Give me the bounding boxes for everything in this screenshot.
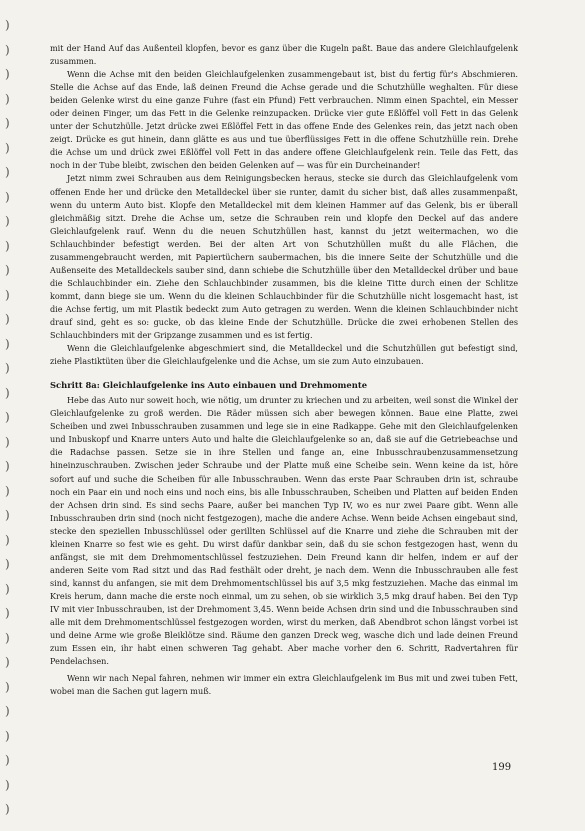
section-heading: Schritt 8a: Gleichlaufgelenke ins Auto einbauen und Drehmomente (50, 380, 368, 391)
binding-mark: ) (5, 777, 10, 792)
binding-mark: ) (5, 434, 10, 449)
binding-mark: ) (5, 287, 10, 302)
binding-mark: ) (5, 581, 10, 596)
binding-mark: ) (5, 679, 10, 694)
binding-mark: ) (5, 385, 10, 400)
binding-mark: ) (5, 189, 10, 204)
binding-mark: ) (5, 91, 10, 106)
binding-mark: ) (5, 312, 10, 326)
paragraph: Wenn die Gleichlaufgelenke abgeschmiert sind, die Metalldeckel und die Schutzhüllen gut befestigt sind, ziehe Plastiktüten über die Gleichlaufgelenke und die Achse, um sie zum Auto einzubauen. (50, 343, 518, 367)
paragraph: Wenn wir nach Nepal fahren, nehmen wir immer ein extra Gleichlaufgelenk im Bus mit und zwei tuben Fett, wobei man die Sachen gut lagern muß. (50, 673, 518, 697)
binding-mark: ) (5, 165, 10, 179)
binding-mark: ) (5, 532, 10, 547)
paragraph: Hebe das Auto nur soweit hoch, wie nötig, um drunter zu kriechen und zu arbeiten, weil sonst die Winkel der Gleichlaufgelenke zu groß werden. Die Räder müssen sich aber bewegen können. Baue eine Platte, zwei Scheiben und zwei Inbusschrauben zusammen und lege sie in eine Radkappe. Gehe mit den Gleichlaufgelenken und Inbuskopf und Knarre unters Auto und halte die Gleichlaufgelenke so an, daß sie auf die Getriebeachse und die Radachse passen. Setze sie in ihre Stellen und fange an, eine Inbusschraubenzusammensetzung hineinzuschrauben. Zwischen jeder Schraube und der Platte muß eine Scheibe sein. Wenn keine da ist, höre sofort auf und suche die Scheiben für alle Inbusschrauben. Wenn das erste Paar Schrauben drin ist, schraube noch ein Paar ein und noch eins und noch eins, bis alle Inbusschrauben, Scheiben und Platten auf beiden Enden der Achsen drin sind. Es sind sechs Paare, außer bei manchen Typ IV, wo es nur zwei Paare gibt. Wenn alle Inbusschrauben drin sind (noch nicht festgezogen), mache die andere Achse. Wenn beide Achsen eingebaut sind, stecke den speziellen Inbusschlüssel oder gerillten Schlüssel auf die Knarre und ziehe die Schrauben mit der kleinen Knarre so fest wie es geht. Du wirst dafür dankbar sein, daß du sie schon festgezogen hast, wenn du anfängst, sie mit dem Drehmomentschlüssel festzuziehen. Dein Freund kann dir helfen, indem er auf der anderen Seite vom Rad sitzt und das Rad festhält oder dreht, je nach dem. Wenn die Inbusschrauben alle fest sind, kannst du anfangen, sie mit dem Drehmomentschlüssel bis auf 3,5 mkg festzuziehen. Mache das einmal im Kreis herum, dann mache die erste noch einmal, um zu sehen, ob sie wirklich 3,5 mkg drauf haben. Bei den Typ IV mit vier Inbusschrauben, ist der Drehmoment 3,45. Wenn beide Achsen drin sind und die Inbusschrauben sind alle mit dem Drehmomentschlüssel festgezogen worden, wirst du merken, daß Abendbrot schon längst vorbei ist und deine Arme wie große Bleiklötze sind. Räume den ganzen Dreck weg, wasche dich und lade deinen Freund zum Essen ein, ihr habt einen schweren Tag gehabt. Aber mache vorher den 6. Schritt, Radvertahren für Pendelachsen. (50, 395, 518, 667)
paragraph: Jetzt nimm zwei Schrauben aus dem Reinigungsbecken heraus, stecke sie durch das Gleichlaufgelenk vom offenen Ende her und drücke den Metalldeckel über sie runter, damit du sicher bist, daß alles zusammenpaßt, wenn du unterm Auto bist. Klopfe den Metalldeckel mit dem kleinen Hammer auf das Gelenk, bis er überall gleichmäßig sitzt. Drehe die Achse um, setze die Schrauben rein und klopfe den Deckel auf das andere Gleichlaufgelenk rauf. Wenn du die neuen Schutzhüllen hast, kannst du jetzt weitermachen, wo die Schlauchbinder befestigt werden. Bei der alten Art von Schutzhüllen mußt du alle Flächen, die zusammengebraucht werden, mit Papiertüchern saubermachen, bis die innere Seite der Schutzhülle und die Außenseite des Metalldeckels sauber sind, dann schiebe die Schutzhülle über den Metalldeckel drüber und baue die Schlauchbinder ein. Ziehe den Schlauchbinder zusammen, bis die kleine Titte durch einen der Schlitze kommt, dann biege sie um. Wenn du die kleinen Schlauchbinder für die Schutzhülle nicht losgemacht hast, ist die Achse fertig, um mit Plastik bedeckt zum Auto getragen zu werden. Wenn die kleinen Schlauchbinder nicht drauf sind, geht es so: gucke, ob das kleine Ende der Schutzhülle. Drücke die zwei erhobenen Stellen des Schlauchbinders mit der Gripzange zusammen und es ist fertig. (50, 173, 518, 341)
paragraph: Wenn die Achse mit den beiden Gleichlaufgelenken zusammengebaut ist, bist du fertig für's Abschmieren. Stelle die Achse auf das Ende, laß deinen Freund die Achse gerade und die Schutzhülle weghalten. Für diese beiden Gelenke wirst du eine ganze Fuhre (fast ein Pfund) Fett verbrauchen. Nimm einen Spachtel, ein Messer oder deinen Finger, um das Fett in die Gelenke reinzupacken. Drücke vier gute Eßlöffel voll Fett in das Gelenk unter der Schutzhülle. Jetzt drücke zwei Eßlöffel Fett in das offene Ende des Gelenkes rein, das jetzt nach oben zeigt. Drücke es gut hinein, dann glätte es aus und tue überflüssiges Fett in die offene Schutzhülle rein. Drehe die Achse um und drück zwei Eßlöffel voll Fett in das andere offene Gleichlaufgelenk rein. Teile das Fett, das noch in der Tube bleibt, zwischen den beiden Gelenken auf — was für ein Durcheinander! (50, 69, 518, 171)
binding-mark: ) (5, 263, 10, 277)
binding-edge (0, 0, 16, 831)
binding-mark: ) (5, 606, 10, 620)
binding-mark: ) (5, 655, 10, 669)
binding-mark: ) (5, 704, 10, 718)
binding-mark: ) (5, 557, 10, 571)
binding-mark: ) (5, 238, 10, 253)
binding-mark: ) (5, 361, 10, 375)
binding-mark: ) (5, 728, 10, 743)
binding-mark: ) (5, 18, 10, 32)
binding-mark: ) (5, 410, 10, 424)
page-number: 199 (492, 762, 512, 773)
binding-mark: ) (5, 802, 10, 816)
binding-mark: ) (5, 753, 10, 767)
binding-mark: ) (5, 116, 10, 130)
binding-mark: ) (5, 459, 10, 473)
binding-mark: ) (5, 336, 10, 351)
binding-mark: ) (5, 630, 10, 645)
page-body (50, 42, 518, 698)
binding-mark: ) (5, 483, 10, 498)
paragraph: mit der Hand Auf das Außenteil klopfen, bevor es ganz über die Kugeln paßt. Baue das andere Gleichlaufgelenk zusammen. (50, 43, 518, 67)
binding-mark: ) (5, 214, 10, 228)
binding-mark: ) (5, 42, 10, 57)
binding-mark: ) (5, 508, 10, 522)
binding-mark: ) (5, 67, 10, 81)
binding-mark: ) (5, 140, 10, 155)
